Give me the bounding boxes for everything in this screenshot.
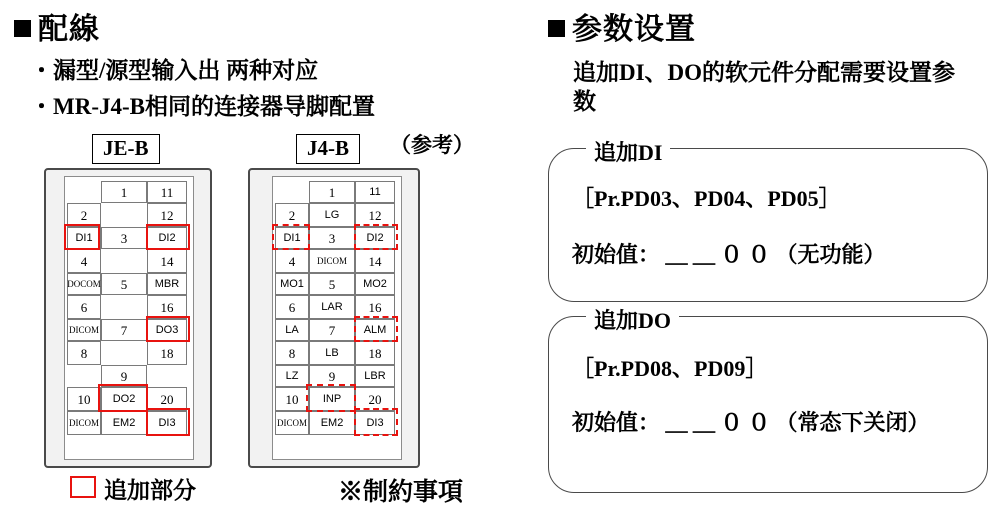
connector-label-je-b: JE-B: [92, 134, 160, 164]
pin-je-sig-di3: DI3: [147, 411, 187, 435]
pin-j4-sig-la: LA: [275, 319, 309, 341]
pin-j4-2: 2: [275, 203, 309, 227]
pin-je-sig-dicom-1: DICOM: [67, 319, 101, 341]
pin-j4-sig-em2: EM2: [309, 411, 355, 435]
pin-j4-sig-mo1: MO1: [275, 273, 309, 295]
section-heading-parameter-label: 参数设置: [572, 13, 696, 46]
bullet-square-icon: [14, 20, 31, 37]
pin-je-sig-di2: DI2: [147, 227, 187, 249]
connector-j4-b-pin-area: [272, 176, 402, 460]
pin-je-10: 10: [67, 387, 101, 411]
pin-j4-8: 8: [275, 341, 309, 365]
pin-j4-sig-di1: DI1: [275, 227, 309, 249]
pin-je-6: 6: [67, 295, 101, 319]
panel-additional-di-title: 追加DI: [586, 136, 670, 167]
pin-j4-sig-lz: LZ: [275, 365, 309, 387]
pin-j4-18: 18: [355, 341, 395, 365]
pin-je-sig-do2: DO2: [101, 387, 147, 411]
pin-j4-sig-di3: DI3: [355, 411, 395, 435]
panel-do-initial-value: 初始值： ＿ ＿ ０ ０ （常态下关闭）: [572, 410, 930, 435]
connector-je-b: [44, 168, 212, 468]
pin-je-12: 12: [147, 203, 187, 227]
legend-swatch-icon: [70, 476, 96, 498]
pin-j4-14: 14: [355, 249, 395, 273]
pin-j4-sig-di2: DI2: [355, 227, 395, 249]
connector-label-j4-b: J4-B: [296, 134, 360, 164]
pin-j4-11: 11: [355, 181, 395, 203]
legend-label: 追加部分: [104, 478, 196, 503]
pin-je-8: 8: [67, 341, 101, 365]
pin-je-3: 3: [101, 227, 147, 249]
pin-je-9: 9: [101, 365, 147, 387]
pin-j4-sig-alm: ALM: [355, 319, 395, 341]
pin-je-11: 11: [147, 181, 187, 203]
pin-j4-sig-inp: INP: [309, 387, 355, 411]
connector-j4-b: [248, 168, 420, 468]
constraint-note: ※制約事項: [338, 479, 464, 506]
pin-j4-sig-lg-1: LG: [309, 203, 355, 227]
parameter-intro-text: 追加DI、DO的软元件分配需要设置参数: [573, 60, 956, 115]
bullet-item-1: ・漏型/源型输入出 两种对应: [30, 58, 319, 83]
bullet-square-icon: [548, 20, 565, 37]
pin-j4-7: 7: [309, 319, 355, 341]
connector-je-b-pin-area: [64, 176, 194, 460]
pin-je-20: 20: [147, 387, 187, 411]
panel-do-parameters: ［Pr.PD08、PD09］: [572, 356, 768, 381]
pin-je-sig-em2: EM2: [101, 411, 147, 435]
pin-je-sig-di1: DI1: [67, 227, 101, 249]
pin-je-sig-dicom-2: DICOM: [67, 411, 101, 435]
pin-j4-16: 16: [355, 295, 395, 319]
pin-je-1: 1: [101, 181, 147, 203]
pin-je-4: 4: [67, 249, 101, 273]
pin-j4-5: 5: [309, 273, 355, 295]
pin-je-14: 14: [147, 249, 187, 273]
pin-j4-20: 20: [355, 387, 395, 411]
pin-je-18: 18: [147, 341, 187, 365]
pin-j4-sig-lb: LB: [309, 341, 355, 365]
section-heading-wiring-label: 配線: [38, 13, 100, 46]
pin-je-16: 16: [147, 295, 187, 319]
pin-j4-6: 6: [275, 295, 309, 319]
bullet-item-2: ・MR-J4-B相同的连接器导脚配置: [30, 94, 375, 119]
pin-j4-1: 1: [309, 181, 355, 203]
pin-j4-sig-lar: LAR: [309, 295, 355, 319]
pin-j4-9: 9: [309, 365, 355, 387]
pin-je-5: 5: [101, 273, 147, 295]
pin-j4-sig-lbr: LBR: [355, 365, 395, 387]
panel-additional-do-title: 追加DO: [586, 304, 679, 335]
connector-reference-note: （参考）: [390, 133, 474, 157]
pin-j4-12: 12: [355, 203, 395, 227]
section-heading-parameter: [548, 4, 696, 48]
pin-j4-sig-dicom-mid: DICOM: [309, 249, 355, 273]
pin-je-7: 7: [101, 319, 147, 341]
panel-di-parameters: ［Pr.PD03、PD04、PD05］: [572, 186, 841, 211]
pin-je-sig-do3: DO3: [147, 319, 187, 341]
section-heading-wiring: [14, 4, 100, 48]
panel-di-initial-value: 初始值： ＿ ＿ ０ ０ （无功能）: [572, 242, 886, 267]
panel-additional-di: [548, 148, 988, 302]
pin-je-2: 2: [67, 203, 101, 227]
pin-j4-sig-dicom: DICOM: [275, 411, 309, 435]
panel-additional-do: [548, 316, 988, 493]
pin-j4-sig-mo2: MO2: [355, 273, 395, 295]
pin-j4-4: 4: [275, 249, 309, 273]
pin-je-sig-docom: DOCOM: [67, 273, 101, 295]
pin-je-sig-mbr: MBR: [147, 273, 187, 295]
pin-j4-3: 3: [309, 227, 355, 249]
pin-j4-10: 10: [275, 387, 309, 411]
